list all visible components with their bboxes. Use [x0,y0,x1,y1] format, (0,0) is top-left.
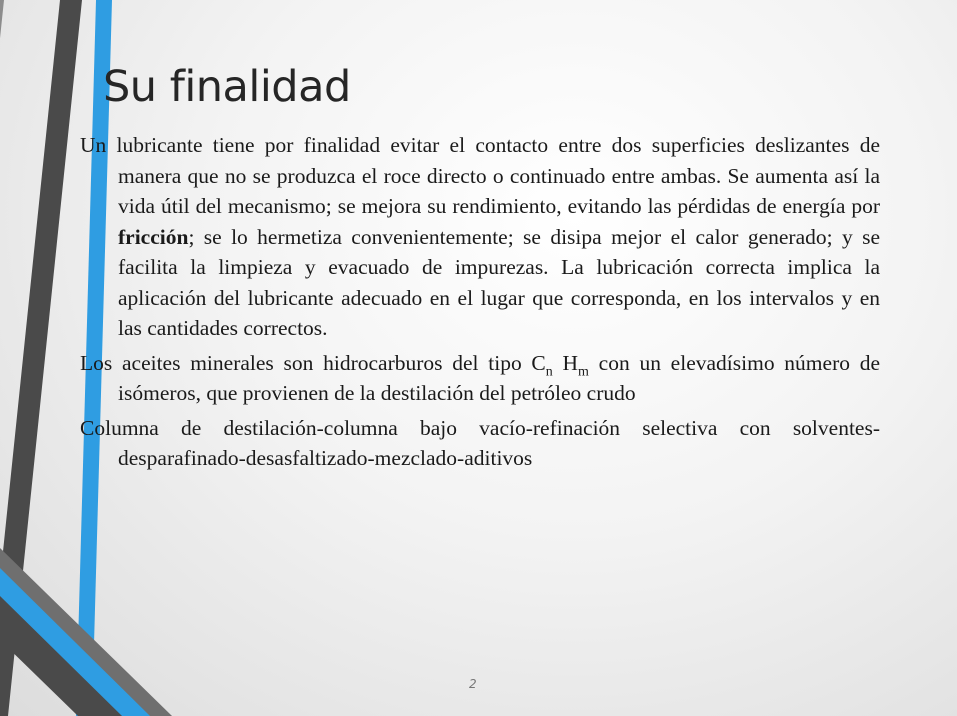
paragraph-purpose [80,130,880,344]
slide-title: Su finalidad [103,62,351,112]
paragraph-purpose-text-2: ; se lo hermetiza convenientemente; se disipa mejor el calor generado; y se facilita la limpieza y evacuado de impurezas. La lubricación correcta implica la aplicación del lubricante adecuado en el lugar que corresponda, en los intervalos y en las cantidades correctos. [118,224,880,340]
paragraph-mineral-oils-text-2: con un elevadísimo número de isómeros, que provienen de la destilación del petróleo crudo [118,350,881,405]
paragraph-mineral-oils-text-1: Los aceites minerales son hidrocarburos del tipo C [80,350,546,375]
page-number: 2 [469,677,477,691]
slide-body [80,130,880,478]
formula-h: H [552,350,579,375]
paragraph-mineral-oils [80,348,880,409]
bold-term-friccion: fricción [118,224,189,249]
subscript-m: m [578,363,589,379]
stripe-light-gray [0,0,4,230]
subscript-n: n [545,363,553,379]
paragraph-purpose-text-1: Un lubricante tiene por finalidad evitar el contacto entre dos superficies deslizantes de manera que no se produzca el roce directo o continuado entre ambas. Se aumenta así la vida útil del mecanismo; se mejora su rendimiento, evitando las pérdidas de energía por [80,133,880,218]
paragraph-process: Columna de destilación-columna bajo vacío-refinación selectiva con solventes-desparafinado-desasfaltizado-mezclado-aditivos [80,415,880,470]
